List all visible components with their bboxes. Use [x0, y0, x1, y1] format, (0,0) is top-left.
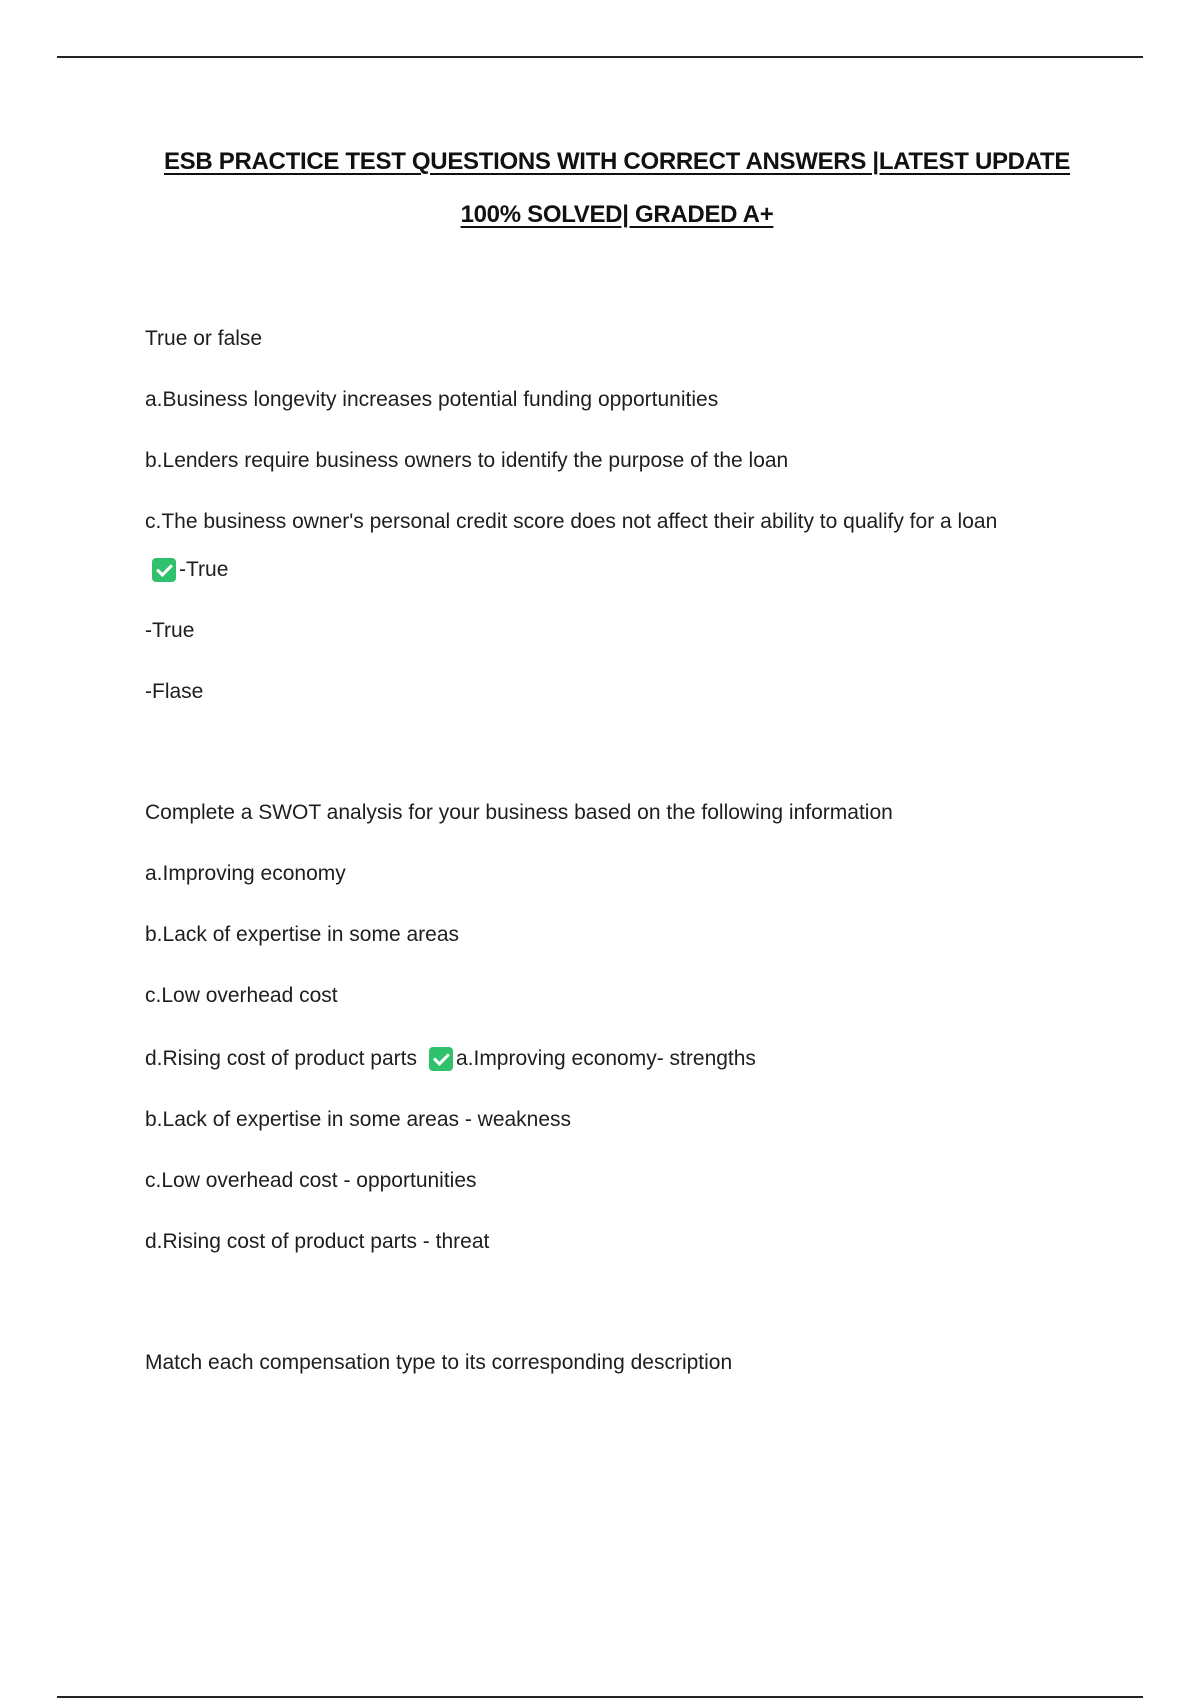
- document-title-line-2: 100% SOLVED| GRADED A+: [460, 201, 774, 228]
- document-title-line-1: ESB PRACTICE TEST QUESTIONS WITH CORRECT ANSWERS |LATEST UPDATE: [163, 148, 1071, 175]
- checkmark-icon: [429, 1047, 453, 1071]
- question-1-item-c: c.The business owner's personal credit score does not affect their ability to qualify for a loan: [145, 510, 998, 533]
- question-2-item-c: c.Low overhead cost: [145, 984, 338, 1007]
- checkmark-icon: [152, 558, 176, 582]
- question-1-answer-1: -True: [179, 558, 229, 581]
- top-rule: [57, 56, 1143, 58]
- question-1-item-a: a.Business longevity increases potential funding opportunities: [145, 388, 719, 411]
- question-2-item-b: b.Lack of expertise in some areas: [145, 923, 459, 946]
- question-2-answer-c: c.Low overhead cost - opportunities: [145, 1169, 477, 1192]
- question-2-heading: Complete a SWOT analysis for your business based on the following information: [145, 801, 893, 824]
- question-2-item-d: d.Rising cost of product parts: [145, 1047, 417, 1070]
- question-1-answer-2: -True: [145, 619, 195, 642]
- bottom-rule: [57, 1696, 1143, 1698]
- question-2-answer-b: b.Lack of expertise in some areas - weakness: [145, 1108, 572, 1131]
- question-1-answer-3: -Flase: [145, 680, 204, 703]
- question-2-item-a: a.Improving economy: [145, 862, 346, 885]
- question-1-answer-line: [148, 557, 228, 583]
- question-2-item-d-line: [145, 1046, 756, 1072]
- question-2-answer-d: d.Rising cost of product parts - threat: [145, 1230, 490, 1253]
- question-1-heading: True or false: [145, 327, 263, 350]
- question-1-item-b: b.Lenders require business owners to identify the purpose of the loan: [145, 449, 789, 472]
- question-2-answer-a: a.Improving economy- strengths: [455, 1047, 756, 1070]
- question-3-heading: Match each compensation type to its corresponding description: [145, 1351, 733, 1374]
